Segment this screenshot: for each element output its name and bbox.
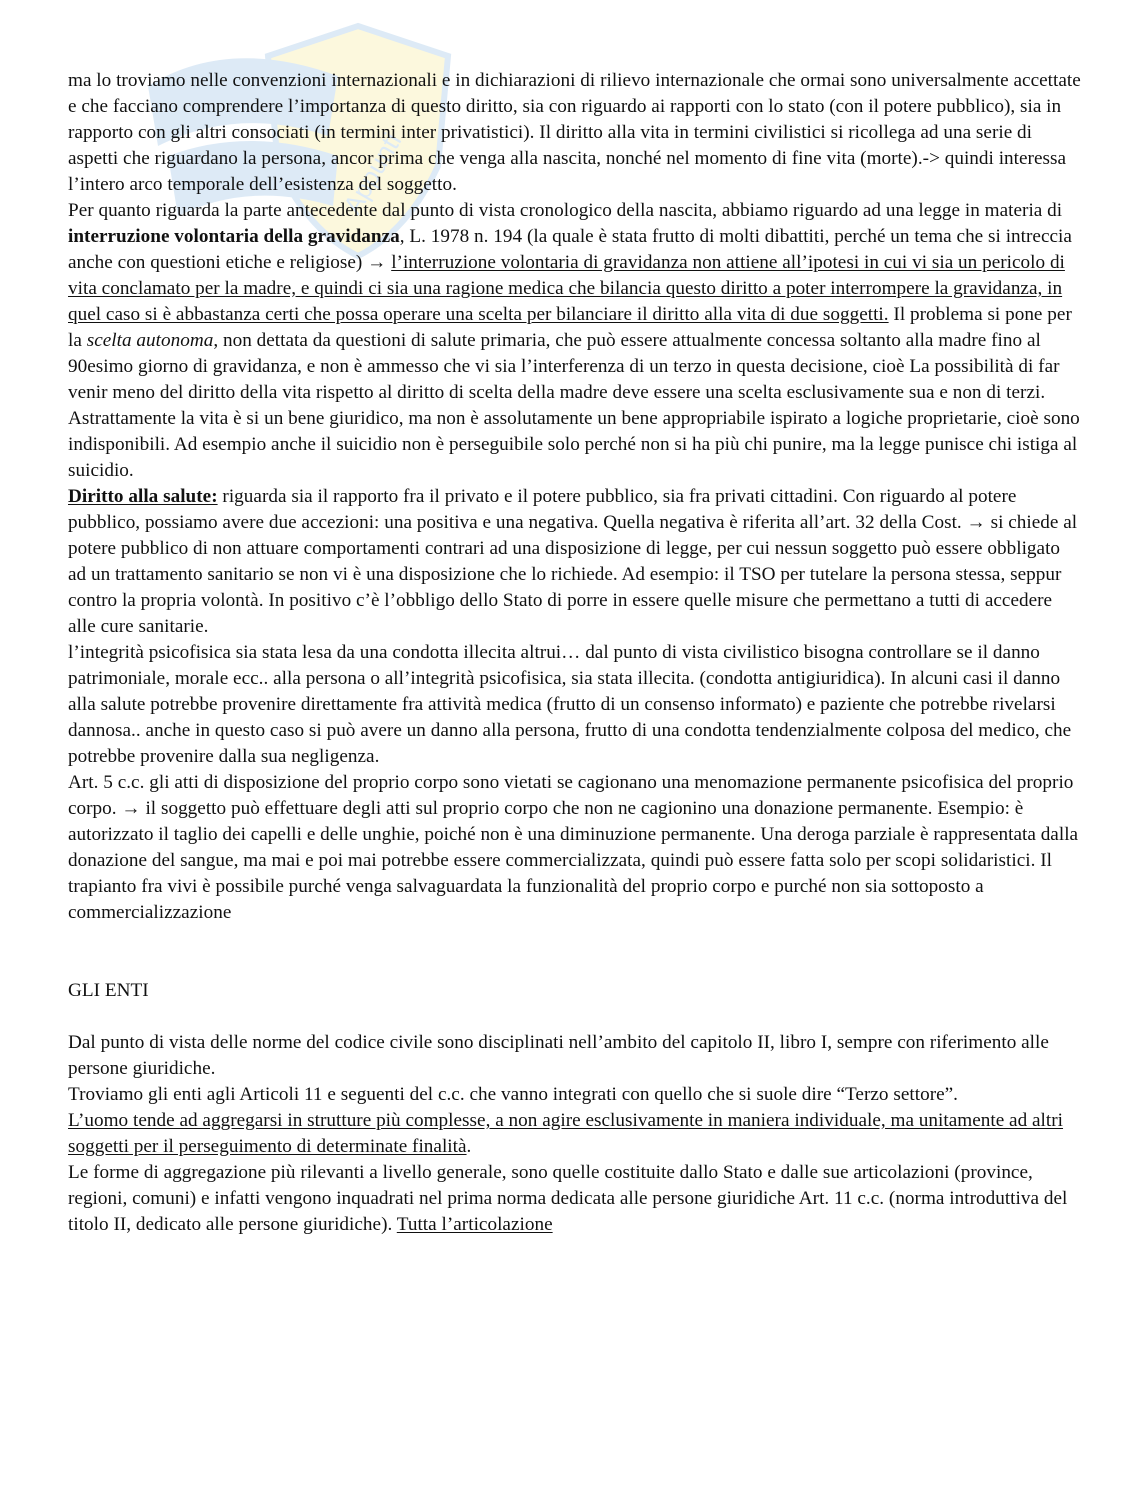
paragraph-interruzione-gravidanza: Per quanto riguarda la parte antecedente dal punto di vista cronologico della nascita, abbiamo riguardo ad una legge in materia di interruzione volontaria della gravidanza, L. 1978 n. 194 (la quale è stata frutto di molti dibattiti, perché un tema che si intreccia anche con questioni etiche e religiose) → l’interruzione volontaria di gravidanza non attiene all’ipotesi in cui vi sia un pericolo di vita conclamato per la madre, e quindi ci sia una ragione medica che bilancia questo diritto a poter interrompere la gravidanza, in quel caso si è abbastanza certi che possa operare una scelta per bilanciare il diritto alla vita di due soggetti. Il problema si pone per la scelta autonoma, non dettata da questioni di salute primaria, che può essere attualmente concessa soltanto alla madre fino al 90esimo giorno di gravidanza, e non è ammesso che vi sia l’interferenza di un terzo in questa decisione, cioè La possibilità di far venir meno del diritto della vita rispetto al diritto di scelta della madre deve essere una scelta esclusivamente sua e non di terzi. <box>68 200 1072 403</box>
italic-term: scelta autonoma <box>86 330 214 351</box>
underlined-passage: l’interruzione volontaria di gravidanza non attiene all’ipotesi in cui vi sia un pericolo di vita conclamato per la madre, e quindi ci sia una ragione medica che bilancia questo diritto a poter interrompere la gravidanza, in quel caso si è abbastanza certi che possa operare una scelta per bilanciare il diritto alla vita di due soggetti. <box>68 252 1065 325</box>
section-title-enti: GLI ENTI <box>68 980 149 1001</box>
paragraph-codice-civile: Dal punto di vista delle norme del codice civile sono disciplinati nell’ambito del capitolo II, libro I, sempre con riferimento alle persone giuridiche. <box>68 1032 1049 1079</box>
paragraph-terzo-settore: Troviamo gli enti agli Articoli 11 e seguenti del c.c. che vanno integrati con quello che si suole dire “Terzo settore”. <box>68 1084 958 1105</box>
underlined-passage: Tutta l’articolazione <box>396 1214 553 1235</box>
paragraph-forme-aggregazione: Le forme di aggregazione più rilevanti a livello generale, sono quelle costituite dallo Stato e dalle sue articolazioni (province, regioni, comuni) e infatti vengono inquadrati nel prima norma dedicata alle persone giuridiche Art. 11 c.c. (norma introduttiva del titolo II, dedicato alle persone giuridiche). Tutta l’articolazione <box>68 1162 1068 1235</box>
underlined-passage: L’uomo tende ad aggregarsi in strutture più complesse, a non agire esclusivamente in maniera individuale, ma unitamente ad altri soggetti per il perseguimento di determinate finalità <box>68 1110 1064 1157</box>
bold-term: interruzione volontaria della gravidanza <box>68 226 400 247</box>
paragraph-diritto-vita: ma lo troviamo nelle convenzioni internazionali e in dichiarazioni di rilievo internazionale che ormai sono universalmente accettate e che facciano comprendere l’importanza di questo diritto, sia con riguardo ai rapporti con lo stato (con il potere pubblico), sia in rapporto con gli altri consociati (in termini inter privatistici). Il diritto alla vita in termini civilistici si ricollega ad una serie di aspetti che riguardano la persona, ancor prima che venga alla nascita, nonché nel momento di fine vita (morte).-> quindi interessa l’intero arco temporale dell’esistenza del soggetto. <box>68 70 1081 195</box>
paragraph-aggregazione: L’uomo tende ad aggregarsi in strutture più complesse, a non agire esclusivamente in maniera individuale, ma unitamente ad altri soggetti per il perseguimento di determinate finalità. <box>68 1110 1064 1157</box>
document-page <box>68 68 1082 1238</box>
paragraph-integrita-psicofisica: l’integrità psicofisica sia stata lesa da una condotta illecita altrui… dal punto di vista civilistico bisogna controllare se il danno patrimoniale, morale ecc.. alla persona o all’integrità psicofisica, sia stata illecita. (condotta antigiuridica). In alcuni casi il danno alla salute potrebbe provenire direttamente fra attività medica (frutto di un consenso informato) e paziente che potrebbe rivelarsi dannosa.. anche in questo caso si può avere un danno alla persona, frutto di una condotta tendenzialmente colposa del medico, che potrebbe provenire dalla sua negligenza. <box>68 642 1072 767</box>
paragraph-bene-giuridico: Astrattamente la vita è si un bene giuridico, ma non è assolutamente un bene appropriabile ispirato a logiche proprietarie, cioè sono indisponibili. Ad esempio anche il suicidio non è perseguibile solo perché non si ha più chi punire, ma la legge punisce chi istiga al suicidio. <box>68 408 1080 481</box>
section-heading-diritto-salute: Diritto alla salute: <box>68 486 218 507</box>
paragraph-art5: Art. 5 c.c. gli atti di disposizione del proprio corpo sono vietati se cagionano una menomazione permanente psicofisica del proprio corpo. → il soggetto può effettuare degli atti sul proprio corpo che non ne cagionino una donazione permanente. Esempio: è autorizzato il taglio dei capelli e delle unghie, poiché non è una diminuzione permanente. Una deroga parziale è rappresentata dalla donazione del sangue, ma mai e poi mai potrebbe essere commercializzata, quindi può essere fatta solo per scopi solidaristici. Il trapianto fra vivi è possibile purché venga salvaguardata la funzionalità del proprio corpo e purché non sia sottoposto a commercializzazione <box>68 772 1079 923</box>
watermark-text: Appunti <box>337 127 408 219</box>
paragraph-diritto-salute: Diritto alla salute: riguarda sia il rapporto fra il privato e il potere pubblico, sia fra privati cittadini. Con riguardo al potere pubblico, possiamo avere due accezioni: una positiva e una negativa. Quella negativa è riferita all’art. 32 della Cost. → si chiede al potere pubblico di non attuare comportamenti contrari ad una disposizione di legge, per cui nessun soggetto può essere obbligato ad un trattamento sanitario se non vi è una disposizione che lo richiede. Ad esempio: il TSO per tutelare la persona stessa, seppur contro la propria volontà. In positivo c’è l’obbligo dello Stato di porre in essere quelle misure che permettano a tutti di accedere alle cure sanitarie. <box>68 486 1078 637</box>
